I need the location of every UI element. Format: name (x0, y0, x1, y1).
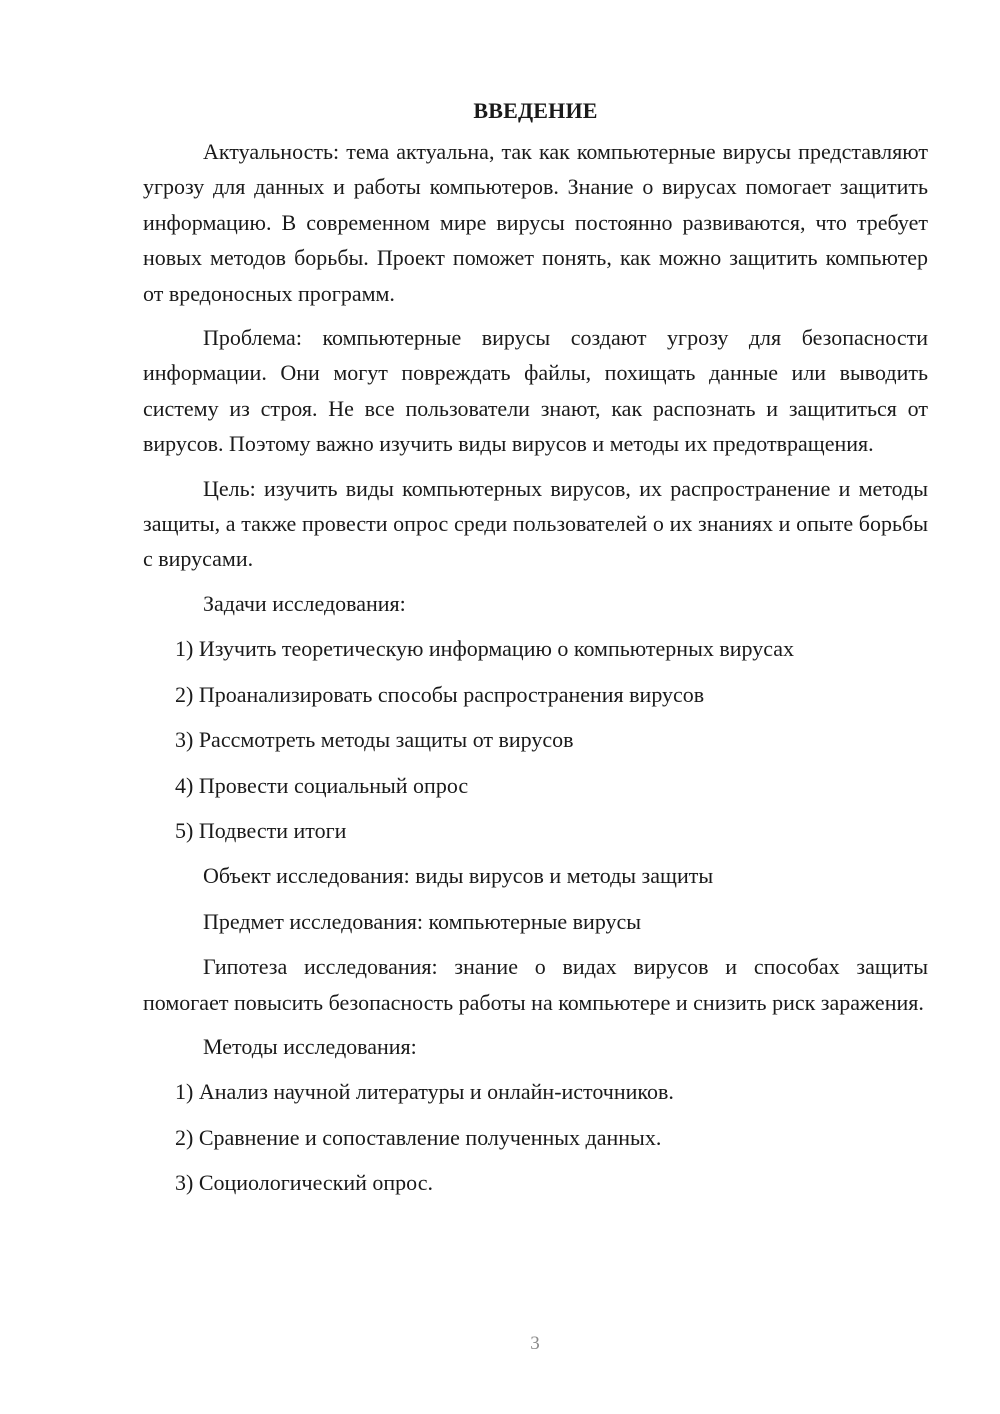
method-item: 3) Социологический опрос. (175, 1170, 433, 1196)
task-item: 4) Провести социальный опрос (175, 772, 469, 798)
research-subject: Предмет исследования: компьютерные вирусы (203, 908, 642, 934)
methods-title: Методы исследования: (203, 1033, 417, 1059)
relevance-paragraph: Актуальность: тема актуальна, так как компьютерные вирусы представляют угрозу для данных и работы компьютеров. Знание о вирусах помогает защитить информацию. В современном мире вирусы постоянно развиваются, что требует новых методов борьбы. Проект поможет понять, как можно защитить компьютер от вредоносных программ. (143, 139, 928, 306)
task-item: 2) Проанализировать способы распространения вирусов (175, 681, 705, 707)
research-object: Объект исследования: виды вирусов и методы защиты (203, 863, 714, 889)
goal-paragraph: Цель: изучить виды компьютерных вирусов, их распространение и методы защиты, а также провести опрос среди пользователей о их знаниях и опыте борьбы с вирусами. (143, 475, 928, 572)
method-item: 2) Сравнение и сопоставление полученных данных. (175, 1124, 662, 1150)
document-page (143, 90, 928, 1211)
tasks-title: Задачи исследования: (203, 590, 406, 616)
task-item: 3) Рассмотреть методы защиты от вирусов (175, 727, 574, 753)
section-heading: ВВЕДЕНИЕ (473, 98, 598, 123)
method-item: 1) Анализ научной литературы и онлайн-источников. (175, 1079, 674, 1105)
problem-paragraph: Проблема: компьютерные вирусы создают угрозу для безопасности информации. Они могут повреждать файлы, похищать данные или выводить систему из строя. Не все пользователи знают, как распознать и защититься от вирусов. Поэтому важно изучить виды вирусов и методы их предотвращения. (143, 325, 928, 457)
hypothesis-paragraph: Гипотеза исследования: знание о видах вирусов и способах защиты помогает повысить безопасность работы на компьютере и снизить риск заражения. (143, 954, 928, 1015)
task-item: 5) Подвести итоги (175, 817, 347, 843)
page-number: 3 (530, 1333, 540, 1354)
task-item: 1) Изучить теоретическую информацию о компьютерных вирусах (175, 636, 795, 662)
